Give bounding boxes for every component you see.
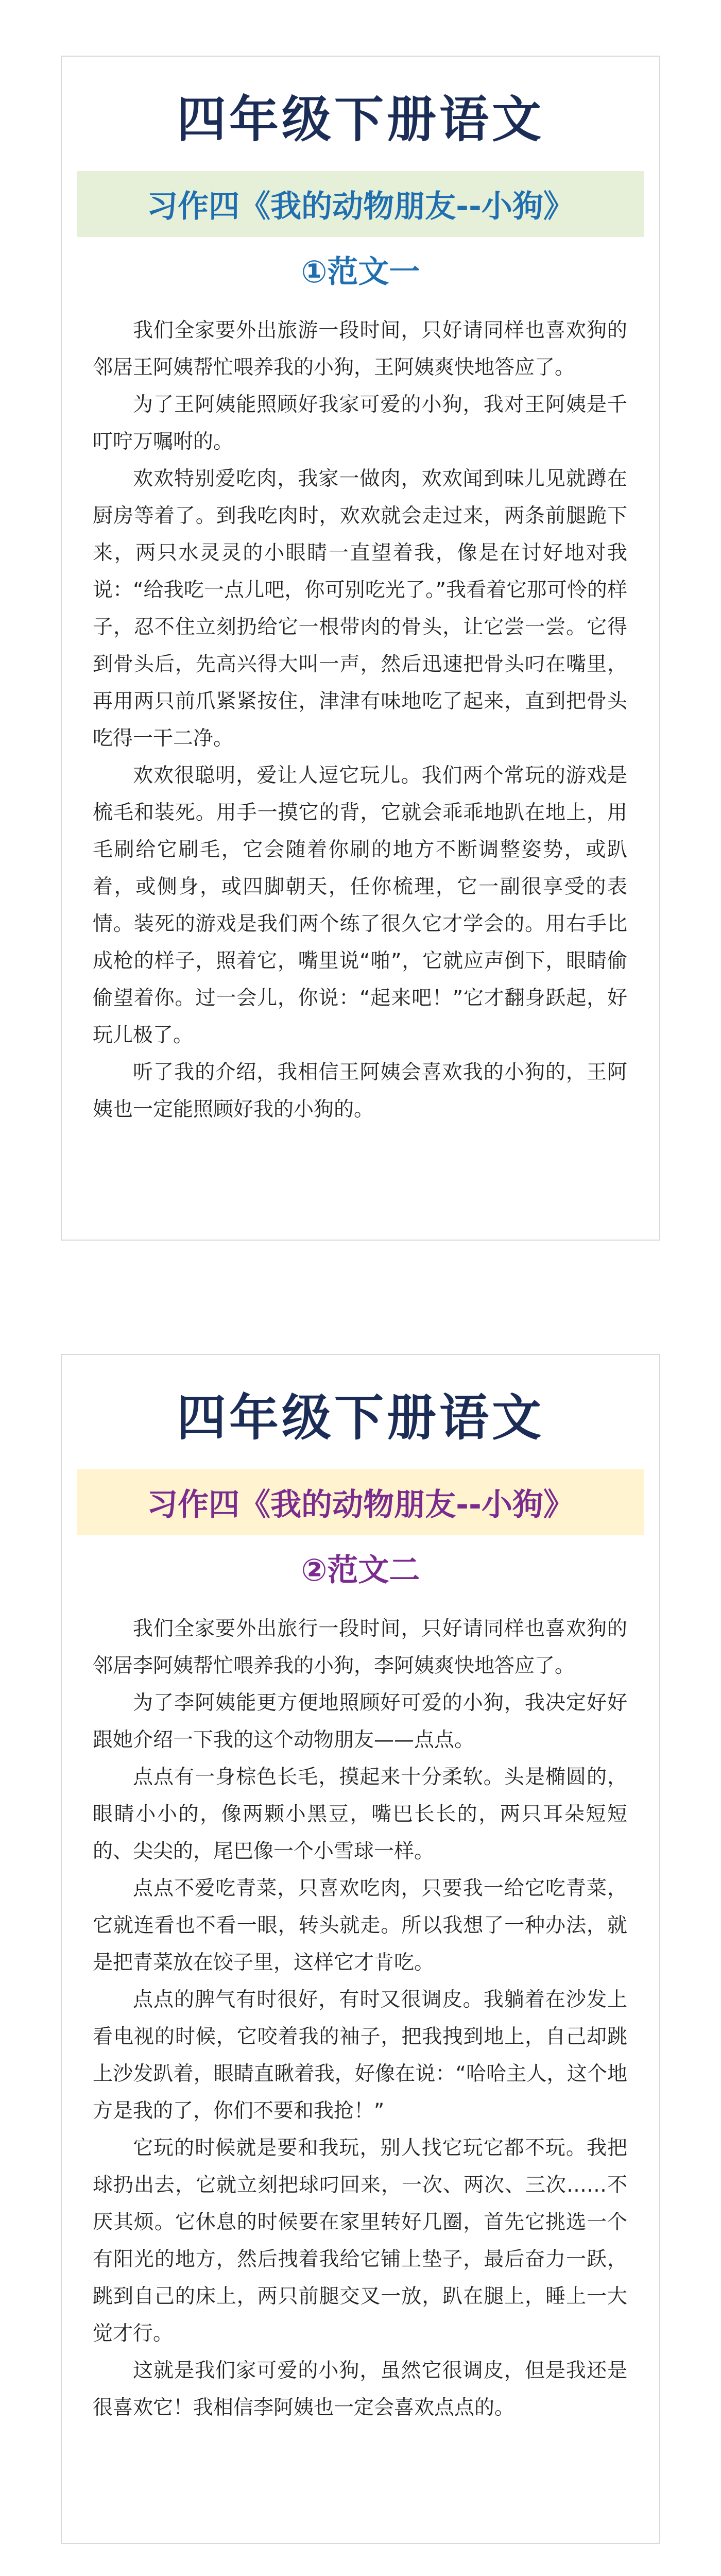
paragraph: 我们全家要外出旅行一段时间，只好请同样也喜欢狗的邻居李阿姨帮忙喂养我的小狗，李阿姨爽快地答应了。 — [93, 1617, 627, 1677]
paragraph: 点点有一身棕色长毛，摸起来十分柔软。头是椭圆的，眼睛小小的，像两颗小黑豆，嘴巴长长的，两只耳朵短短的、尖尖的，尾巴像一个小雪球一样。 — [93, 1766, 627, 1863]
grade-title: 四年级下册语文 — [177, 1389, 544, 1447]
essay-card-1 — [61, 56, 660, 1241]
paragraph: 点点的脾气有时很好，有时又很调皮。我躺着在沙发上看电视的时候，它咬着我的袖子，把我拽到地上，自己却跳上沙发趴着，眼睛直瞅着我，好像在说：“哈哈主人，这个地方是我的了，你们不要和我抢！” — [93, 1988, 627, 2123]
paragraph: 我们全家要外出旅游一段时间，只好请同样也喜欢狗的邻居王阿姨帮忙喂养我的小狗，王阿姨爽快地答应了。 — [93, 319, 627, 379]
paragraph: 为了李阿姨能更方便地照顾好可爱的小狗，我决定好好跟她介绍一下我的这个动物朋友——点点。 — [93, 1691, 627, 1752]
paragraph: 听了我的介绍，我相信王阿姨会喜欢我的小狗的，王阿姨也一定能照顾好我的小狗的。 — [93, 1061, 627, 1121]
paragraph: 点点不爱吃青菜，只喜欢吃肉，只要我一给它吃青菜，它就连看也不看一眼，转头就走。所以我想了一种办法，就是把青菜放在饺子里，这样它才肯吃。 — [93, 1877, 627, 1974]
assignment-title: 习作四《我的动物朋友--小狗》 — [147, 189, 574, 225]
grade-title: 四年级下册语文 — [177, 91, 544, 148]
essay-label: ②范文二 — [301, 1552, 420, 1588]
essay-card-2 — [61, 1354, 660, 2544]
assignment-band — [77, 1469, 644, 1535]
paragraph: 欢欢很聪明，爱让人逗它玩儿。我们两个常玩的游戏是梳毛和装死。用手一摸它的背，它就会乖乖地趴在地上，用毛刷给它刷毛，它会随着你刷的地方不断调整姿势，或趴着，或侧身，或四脚朝天，任你梳理，它一副很享受的表情。装死的游戏是我们两个练了很久它才学会的。用右手比成枪的样子，照着它，嘴里说“啪”，它就应声倒下，眼睛偷偷望着你。过一会儿，你说：“起来吧！”它才翻身跃起，好玩儿极了。 — [93, 764, 627, 1047]
essay-body — [62, 312, 659, 1128]
essay-label: ①范文一 — [301, 254, 420, 290]
paragraph: 这就是我们家可爱的小狗，虽然它很调皮，但是我还是很喜欢它！我相信李阿姨也一定会喜欢点点的。 — [93, 2359, 627, 2419]
paragraph: 为了王阿姨能照顾好我家可爱的小狗，我对王阿姨是千叮咛万嘱咐的。 — [93, 393, 627, 453]
assignment-band — [77, 171, 644, 237]
paragraph: 欢欢特别爱吃肉，我家一做肉，欢欢闻到味儿见就蹲在厨房等着了。到我吃肉时，欢欢就会走过来，两条前腿跪下来，两只水灵灵的小眼睛一直望着我，像是在讨好地对我说：“给我吃一点儿吧，你可别吃光了。”我看着它那可怜的样子，忍不住立刻扔给它一根带肉的骨头，让它尝一尝。它得到骨头后，先高兴得大叫一声，然后迅速把骨头叼在嘴里，再用两只前爪紧紧按住，津津有味地吃了起来，直到把骨头吃得一干二净。 — [93, 467, 627, 750]
assignment-title: 习作四《我的动物朋友--小狗》 — [147, 1487, 574, 1523]
essay-body — [62, 1611, 659, 2427]
paragraph: 它玩的时候就是要和我玩，别人找它玩它都不玩。我把球扔出去，它就立刻把球叼回来，一次、两次、三次……不厌其烦。它休息的时候要在家里转好几圈，首先它挑选一个有阳光的地方，然后拽着我给它铺上垫子，最后奋力一跃，跳到自己的床上，两只前腿交叉一放，趴在腿上，睡上一大觉才行。 — [93, 2137, 627, 2345]
